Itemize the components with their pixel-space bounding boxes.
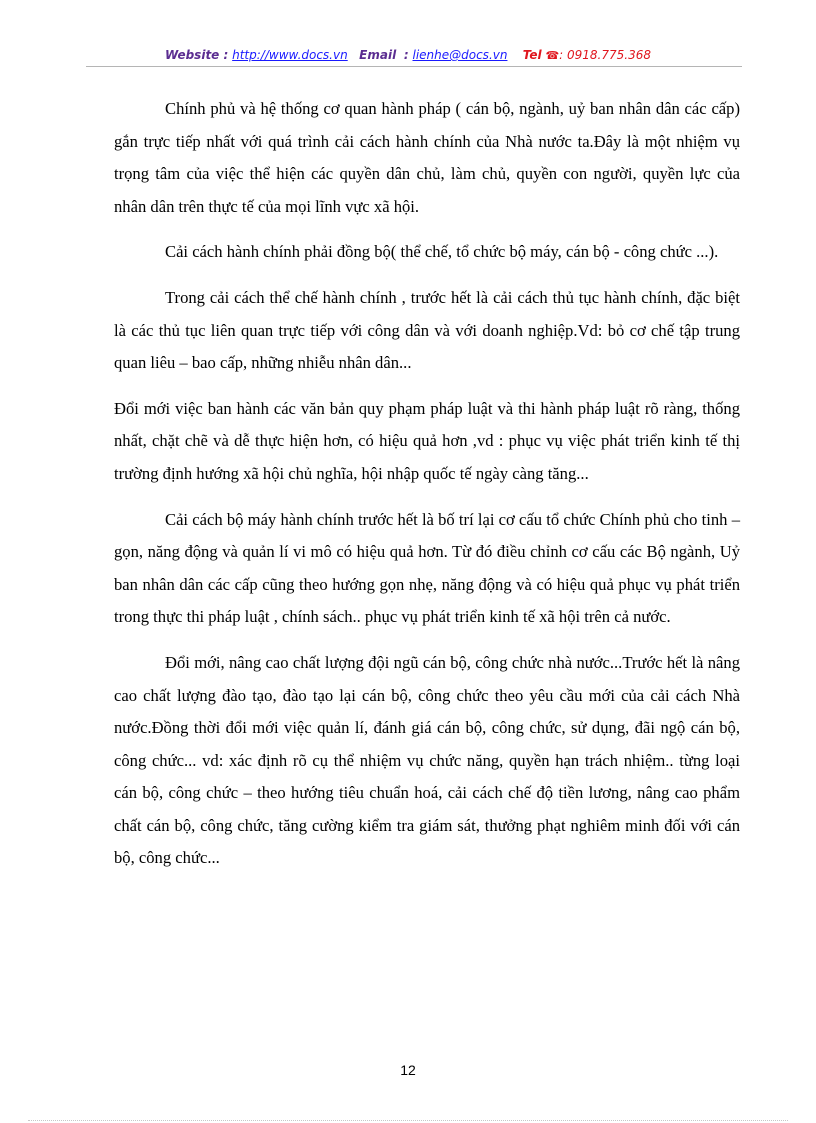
email-link[interactable]: lienhe@docs.vn <box>412 48 508 62</box>
paragraph-institutional-reform: Trong cải cách thể chế hành chính , trước hết là cải cách thủ tục hành chính, đặc biệt là các thủ tục liên quan trực tiếp với công dân và với doanh nghiệp.Vd: bỏ cơ chế tập trung quan liêu – bao cấp, những nhiễu nhân dân... <box>114 287 740 373</box>
footer-divider <box>28 1120 788 1121</box>
email-separator: : <box>403 48 409 62</box>
paragraph-synchronous-reform: Cải cách hành chính phải đồng bộ( thể chế, tổ chức bộ máy, cán bộ - công chức ...). <box>165 242 719 262</box>
page-header <box>0 47 816 64</box>
email-label: Email <box>359 48 397 62</box>
tel-label: Tel <box>522 48 542 62</box>
website-label: Website : <box>164 48 229 62</box>
paragraph-civil-servants: Đổi mới, nâng cao chất lượng đội ngũ cán bộ, công chức nhà nước...Trước hết là nâng cao chất lượng đào tạo, đào tạo lại cán bộ, công chức theo yêu cầu mới của cải cách Nhà nước.Đồng thời đổi mới việc quản lí, đánh giá cán bộ, công chức, sử dụng, đãi ngộ cán bộ, công chức... vd: xác định rõ cụ thể nhiệm vụ chức năng, quyền hạn trách nhiệm.. từng loại cán bộ, công chức – theo hướng tiêu chuẩn hoá, cải cách chế độ tiền lương, nâng cao phẩm chất cán bộ, công chức, tăng cường kiểm tra giám sát, thưởng phạt nghiêm minh đối với cán bộ, công chức... <box>114 652 740 868</box>
header-divider <box>86 66 742 67</box>
document-body <box>114 93 740 888</box>
paragraph-government-role: Chính phủ và hệ thống cơ quan hành pháp ( cán bộ, ngành, uỷ ban nhân dân các cấp) gắn trực tiếp nhất với quá trình cải cách hành chính của Nhà nước ta.Đây là một nhiệm vụ trọng tâm của việc thể hiện các quyền dân chủ, làm chủ, quyền con người, quyền lực của nhân dân trên thực tế của mọi lĩnh vực xã hội. <box>114 99 740 216</box>
paragraph-apparatus-reform: Cải cách bộ máy hành chính trước hết là bố trí lại cơ cấu tổ chức Chính phủ cho tinh – gọn, năng động và quản lí vi mô có hiệu quả hơn. Từ đó điều chỉnh cơ cấu các Bộ ngành, Uỷ ban nhân dân các cấp cũng theo hướng gọn nhẹ, năng động và có hiệu quả phục vụ phát triển trong thực thi pháp luật , chính sách.. phục vụ phát triển kinh tế xã hội trên cả nước. <box>114 509 740 627</box>
tel-value: : 0918.775.368 <box>559 48 651 62</box>
paragraph-legal-documents: Đổi mới việc ban hành các văn bản quy phạm pháp luật và thi hành pháp luật rõ ràng, thống nhất, chặt chẽ và dễ thực hiện hơn, có hiệu quả hơn ,vd : phục vụ việc phát triển kinh tế thị trường định hướng xã hội chủ nghĩa, hội nhập quốc tế ngày càng tăng... <box>114 398 740 483</box>
telephone-icon: ☎ <box>545 49 560 62</box>
website-link[interactable]: http://www.docs.vn <box>232 48 348 62</box>
page-number: 12 <box>400 1062 416 1078</box>
